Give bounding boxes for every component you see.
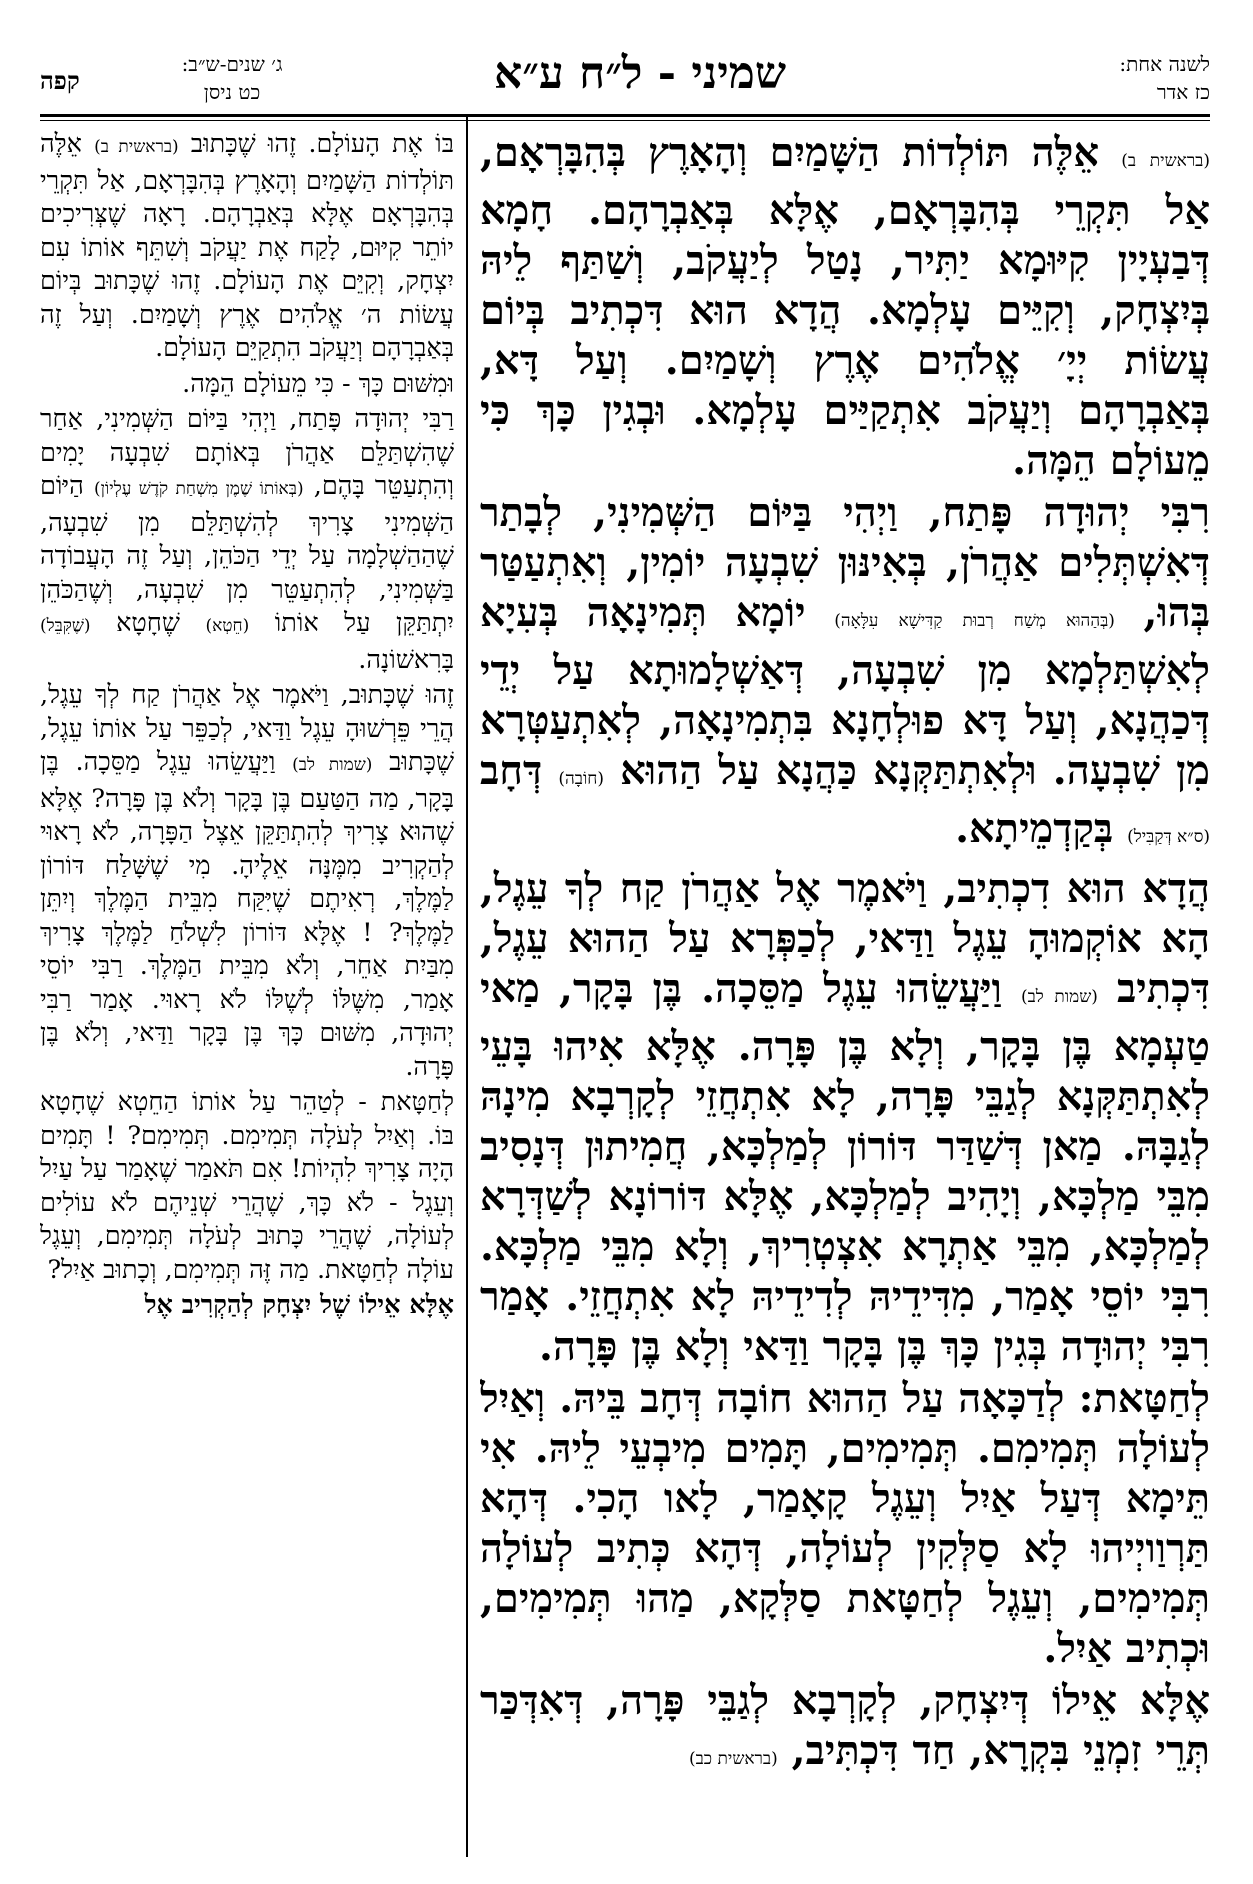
- page-number: קפה: [40, 66, 80, 95]
- main-text: בְּקַדְמֵיתָא.: [955, 805, 1114, 852]
- schedule-label-one-year: לשנה אחת:: [1119, 52, 1210, 76]
- main-text: אֶלָּא אֵילוֹ דְּיִצְחָק, לְקָרְבָא לְגַבֵּי פָּרָה, דְּאִדְּכַּר תְּרֵי זִמְנֵי בִּקְרָא, חַד דִּכְתִּיב,: [480, 1677, 1210, 1774]
- main-text: לְחַטָּאת: לְדַכָּאָה עַל הַהוּא חוֹבָה דְּחָב בֵּיהּ. וְאַיִל לְעוֹלָה תְּמִימִם. תְּמִימִים, תָּמִים מִיבְעֵי לֵיהּ. אִי תֵּימָא דְּעַל אַיִל וְעֵגֶל קָאָמַר, לָאו הָכִי. דְּהָא תַּרְוַויְיהוּ לָא סַלְּקִין לְעוֹלָה, דְּהָא כְּתִיב לְעוֹלָה תְּמִימִים, וְעֵגֶל לְחַטָּאת סַלְּקָא, מַהוּ תְּמִימִים, וּכְתִיב אַיִל.: [480, 1375, 1210, 1672]
- translation-text: אֵלֶּה תּוֹלְדוֹת הַשָּׁמַיִם וְהָאָרֶץ בְּהִבָּרְאָם, אַל תִּקְרֵי בְּהִבָּרְאָם אֶלָּא בְּאַבְרָהָם. רָאָה שֶׁצְּרִיכִים יוֹתֵר קִיּוּם, לָקַח אֶת יַעֲקֹב וְשִׁתֵּף אוֹתוֹ עִם יִצְחָק, וְקִיֵּם אֶת הָעוֹלָם. זֶהוּ שֶׁכָּתוּב בְּיוֹם עֲשׂוֹת ה׳ אֱלֹהִים אֶרֶץ וְשָׁמַיִם. וְעַל זֶה בְּאַבְרָהָם וְיַעֲקֹב הִתְקַיֵּם הָעוֹלָם.: [40, 129, 454, 363]
- translation-text: זֶהוּ שֶׁכָּתוּב, וַיֹּאמֶר אֶל אַהֲרֹן קַח לְךָ עֵגֶל, הֲרֵי פֵּרְשׁוּהָ עֵגֶל וַדַּאי, לְכַפֵּר עַל אוֹתוֹ עֵגֶל, שֶׁכָּתוּב: [40, 680, 454, 777]
- main-paragraph: [480, 864, 1210, 1372]
- translation-text: לְחַטָּאת - לְטַהֵר עַל אוֹתוֹ הַחֵטְא שֶׁחָטָא בּוֹ. וְאַיִל לְעֹלָה תְּמִימִם. תְּמִימִם? ! תָּמִים הָיָה צָרִיךְ לִהְיוֹת! אִם תֹּאמַר שֶׁאָמַר עַל עַיִל וְעֵגֶל - לֹא כָּךְ, שֶׁהֲרֵי שְׁנֵיהֶם לֹא עוֹלִים לְעוֹלָה, שֶׁהֲרֵי כָּתוּב לְעֹלָה תְּמִימִם, וְעֵגֶל עוֹלָה לְחַטָּאת. מַה זֶּה תְּמִימִם, וְכָתוּב אַיִל?: [40, 1087, 454, 1285]
- inline-gloss: (ס״א דְּקַבִּיל): [1127, 827, 1210, 847]
- translation-column: [40, 128, 454, 1868]
- translation-paragraph: [40, 403, 454, 677]
- main-text: אֵלֶּה תּוֹלְדוֹת הַשָּׁמַיִם וְהָאָרֶץ בְּהִבָּרְאָם, אַל תִּקְרֵי בְּהִבָּרְאָם, אֶלָּא בְּאַבְרָהָם. חָמָא דְּבַעְיָין קִיּוּמָא יַתִּיר, נָטַל לְיַעֲקֹב, וְשַׁתַּף לֵיהּ בְּיִצְחָק, וְקִיֵּים עָלְמָא. הֲדָא הוּא דִּכְתִיב בְּיוֹם עֲשׂוֹת יְיָ׳ אֱלֹהִים אֶרֶץ וְשָׁמַיִם. וְעַל דָּא, בְּאַבְרָהָם וְיַעֲקֹב אִתְקַיַּים עָלְמָא. וּבְגִין כָּךְ כִּי מֵעוֹלָם הֵמָּה.: [480, 129, 1210, 484]
- main-paragraph: [480, 128, 1210, 486]
- inline-gloss: (שֶׁקִּבֵּל): [40, 616, 91, 636]
- translation-text: וּמִשּׁוּם כָּךְ - כִּי מֵעוֹלָם הֵמָּה.: [182, 368, 454, 399]
- translation-text: בּוֹ אֶת הָעוֹלָם. זֶהוּ שֶׁכָּתוּב: [190, 129, 454, 159]
- main-paragraph: [480, 488, 1210, 862]
- source-citation: (בראשית ב): [94, 137, 179, 157]
- page-title: שמיני - ל״ח ע״א: [493, 48, 787, 99]
- schedule-date-three-years: כט ניסן: [203, 80, 261, 104]
- translation-text: אֶלָּא אֵילוֹ שֶׁל יִצְחָק לְהַקְרִיב אֶל: [144, 1290, 454, 1320]
- inline-gloss: (חֵטְא): [205, 616, 250, 636]
- column-divider: [466, 117, 468, 1857]
- main-text: רִבִּי יְהוּדָה פָּתַח, וַיְהִי בַּיּוֹם הַשְּׁמִינִי, לְבָתַר דְּאִשְׁתְּלִים אַהֲרֹן, בְּאִינּוּן שִׁבְעָה יוֹמִין, וְאִתְעַטַּר בְּהוּ,: [480, 489, 1210, 636]
- translation-paragraph: [40, 368, 454, 402]
- main-text: הֲדָא הוּא דִכְתִיב, וַיֹּאמֶר אֶל אַהֲרֹן קַח לְךָ עֵגֶל, הָא אוֹקְמוּהָ עֵגֶל וַדַּאי, לְכַפְּרָא עַל הַהוּא עֵגֶל, דִּכְתִיב: [480, 865, 1210, 1012]
- study-schedule-three-years: [132, 50, 332, 106]
- main-text: דְּחָב: [480, 747, 543, 794]
- main-text: יוֹמָא תְּמִינָאָה בְּעִיָא לְאִשְׁתַּלְמָא מִן שִׁבְעָה, דְּאַשְׁלָמוּתָא עַל יְדֵי דְּכַהֲנָא, וְעַל דָּא פוּלְחָנָא בִּתְמִינָאָה, לְאִתְעַטְּרָא מִן שִׁבְעָה. וּלְאִתְתַּקְּנָא כַּהֲנָא עַל הַהוּא: [480, 589, 1210, 794]
- schedule-date-one-year: כז אדר: [1156, 80, 1210, 104]
- header-rule-thin: [40, 120, 1210, 121]
- page-header: [40, 40, 1210, 110]
- inline-gloss: (חוֹבָה): [558, 769, 604, 789]
- main-text-column: [480, 128, 1210, 1868]
- main-text: וַיַּעֲשֵׂהוּ עֵגֶל מַסֵּכָה. בֶּן בָּקָר, מַאי טַעְמָא בֶּן בָּקָר, וְלָא בֶּן פָּרָה. אֶלָּא אִיהוּ בָּעֵי לְאִתְתַּקְּנָא לְגַבֵּי פָּרָה, לָא אִתְחֲזֵי לְקָרְבָא מִינָהּ לְגַבָּהּ. מַאן דְּשַׁדַּר דּוֹרוֹן לְמַלְכָּא, חֲמִיתוּן דְּנָסִיב מִבֵּי מַלְכָּא, וְיָהִיב לְמַלְכָּא, אֶלָּא דּוֹרוֹנָא לְשַׁדְּרָא לְמַלְכָּא, מִבֵּי אַתְרָא אִצְטְרִיךְ, וְלָא מִבֵּי מַלְכָּא. רִבִּי יוֹסֵי אָמַר, מִדִּידֵיהּ לְדִידֵיהּ לָא אִתְחֲזֵי. אָמַר רִבִּי יְהוּדָה בְּגִין כָּךְ בֶּן בָּקָר וַדַּאי וְלָא בֶּן פָּרָה.: [480, 965, 1210, 1370]
- schedule-label-three-years: ג׳ שנים-ש״ב:: [181, 52, 283, 76]
- translation-text: וַיַּעֲשֵׂהוּ עֵגֶל מַסֵּכָה. בֶּן בָּקָר, מַה הַטַּעַם בֶּן בָּקָר וְלֹא בֶּן פָּרָה? אֶלָּא שֶׁהוּא צָרִיךְ לְהִתְתַּקֵּן אֵצֶל הַפָּרָה, לֹא רָאוּי לְהַקְרִיב מִמֶּנָּה אֵלֶיהָ. מִי שֶׁשָּׁלַח דּוֹרוֹן לַמֶּלֶךְ, רְאִיתֶם שֶׁיִּקַּח מִבֵּית הַמֶּלֶךְ וְיִתֵּן לַמֶּלֶךְ? ! אֶלָּא דּוֹרוֹן לִשְׁלֹחַ לַמֶּלֶךְ צָרִיךְ מִבַּיִת אַחֵר, וְלֹא מִבֵּית הַמֶּלֶךְ. רַבִּי יוֹסֵי אָמַר, מִשֶּׁלּוֹ לְשֶׁלּוֹ לֹא רָאוּי. אָמַר רַבִּי יְהוּדָה, מִשּׁוּם כָּךְ בֶּן בָּקָר וַדַּאי, וְלֹא בֶּן פָּרָה.: [40, 747, 454, 1082]
- translation-paragraph: [40, 1086, 454, 1287]
- translation-paragraph: [40, 1289, 454, 1323]
- source-citation: (בראשית ב): [1121, 151, 1210, 171]
- translation-text: בָּרִאשׁוֹנָה.: [358, 644, 454, 675]
- main-paragraph: [480, 1374, 1210, 1674]
- translation-text: רַבִּי יְהוּדָה פָּתַח, וַיְהִי בַּיּוֹם הַשְּׁמִינִי, אַחַר שֶׁהִשְׁתַּלֵּם אַהֲרֹן בְּאוֹתָם שִׁבְעָה יָמִים וְהִתְעַטֵּר בָּהֶם,: [40, 404, 454, 501]
- source-citation: (שמות לב): [1020, 987, 1098, 1007]
- translation-paragraph: [40, 679, 454, 1084]
- study-schedule-one-year: [1050, 50, 1210, 106]
- header-rule: [40, 114, 1210, 117]
- main-paragraph: [480, 1676, 1210, 1784]
- inline-gloss: (בְּהַהוּא מְשַׁח רְבוּת קַדִּישָׁא עִלָּאָה): [834, 611, 1115, 631]
- source-citation: (בראשית כב): [688, 1749, 778, 1769]
- translation-paragraph: [40, 128, 454, 366]
- inline-gloss: (בְּאוֹתוֹ שֶׁמֶן מִשְׁחַת קֹדֶשׁ עֶלְיוֹן): [93, 479, 304, 499]
- source-citation: (שמות לב): [292, 755, 373, 775]
- translation-text: שֶׁחָטָא: [116, 608, 180, 638]
- translation-text: הַיּוֹם הַשְּׁמִינִי צָרִיךְ לְהִשְׁתַּלֵּם מִן שִׁבְעָה, שֶׁהַהַשְׁלָמָה עַל יְדֵי הַכֹּהֵן, וְעַל זֶה הָעֲבוֹדָה בַּשְּׁמִינִי, לְהִתְעַטֵּר מִן שִׁבְעָה, וְשֶׁהַכֹּהֵן יִתְתַּקֵּן עַל אוֹתוֹ: [40, 471, 454, 638]
